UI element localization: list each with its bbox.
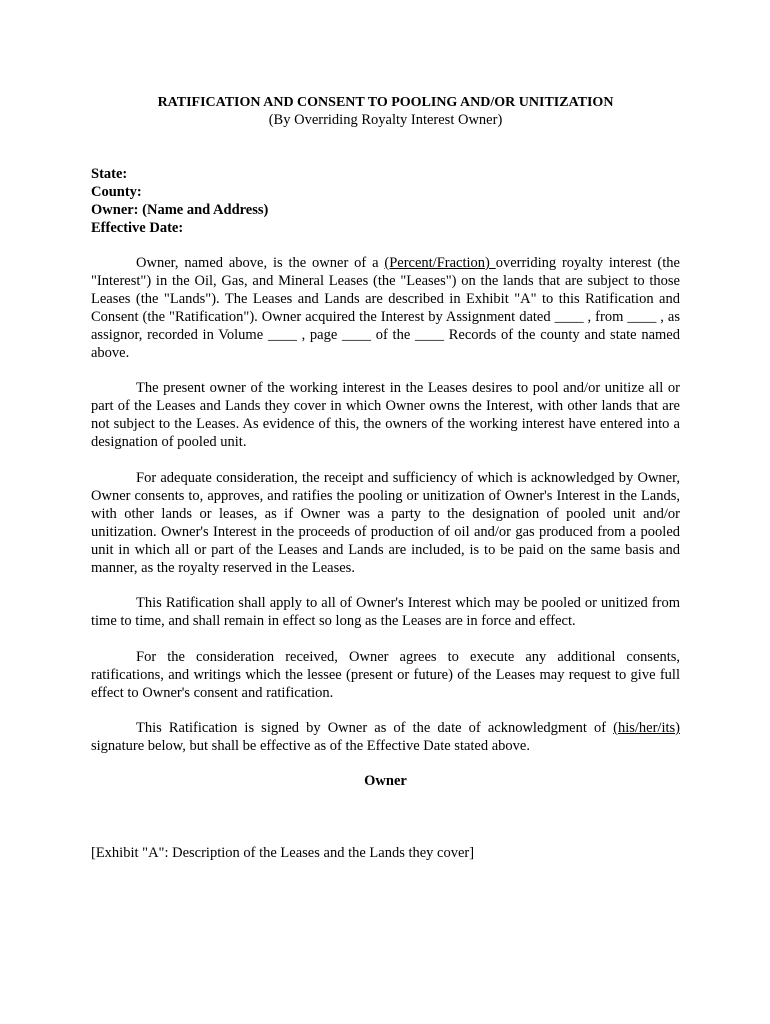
paragraph-ownership-text-start: Owner, named above, is the owner of a <box>136 255 385 271</box>
paragraph-consideration: For adequate consideration, the receipt and sufficiency of which is acknowledged by Owner, Owner consents to, approves, and ratifies the pooling or unitization of Owner's Interest in the Lands, with other lands or leases, as if Owner was a party to the designation of pooled unit and/or unitization. Owner's Interest in the proceeds of production of oil and/or gas produced from a pooled unit in which all or part of the Leases and Lands are included, is to be paid on the same basis and manner, as the royalty reserved in the Leases. <box>91 470 680 576</box>
paragraph-ownership <box>91 254 680 362</box>
header-fields <box>91 165 268 237</box>
effective-date-field-label: Effective Date: <box>91 220 184 236</box>
county-field-label: County: <box>91 184 142 200</box>
paragraph-signature <box>91 719 680 755</box>
percent-fraction-blank: (Percent/Fraction) <box>384 255 496 271</box>
document-title: RATIFICATION AND CONSENT TO POOLING AND/OR UNITIZATION <box>157 95 614 110</box>
his-her-its-blank: (his/her/its) <box>613 720 680 736</box>
exhibit-a-caption: [Exhibit "A": Description of the Leases and the Lands they cover] <box>91 845 475 861</box>
document-subtitle: (By Overriding Royalty Interest Owner) <box>268 112 503 128</box>
paragraph-scope: This Ratification shall apply to all of Owner's Interest which may be pooled or unitized from time to time, and shall remain in effect so long as the Leases are in force and effect. <box>91 595 680 629</box>
owner-field-label: Owner: (Name and Address) <box>91 202 269 218</box>
paragraph-signature-text-end: signature below, but shall be effective as of the Effective Date stated above. <box>91 738 530 754</box>
owner-signature-label: Owner <box>364 773 407 789</box>
state-field-label: State: <box>91 166 128 182</box>
paragraph-signature-text-start: This Ratification is signed by Owner as of the date of acknowledgment of <box>136 720 614 736</box>
paragraph-further-assurances: For the consideration received, Owner agrees to execute any additional consents, ratifications, and writings which the lessee (present or future) of the Leases may request to give full effect to Owner's consent and ratification. <box>91 649 680 701</box>
paragraph-working-interest: The present owner of the working interest in the Leases desires to pool and/or unitize all or part of the Leases and Lands they cover in which Owner owns the Interest, with other lands that are not subject to the Leases. As evidence of this, the owners of the working interest have entered into a designation of pooled unit. <box>91 380 680 450</box>
paragraph-ownership-text-end: overriding royalty interest (the "Interest") in the Oil, Gas, and Mineral Leases (the "Leases") on the lands that are subject to those Leases (the "Lands"). The Leases and Lands are described in Exhibit "A" to this Ratification and Consent (the "Ratification"). Owner acquired the Interest by Assignment dated ____ , from ____ , as assignor, recorded in Volume ____ , page ____ of the ____ Records of the county and state named above. <box>91 255 680 361</box>
